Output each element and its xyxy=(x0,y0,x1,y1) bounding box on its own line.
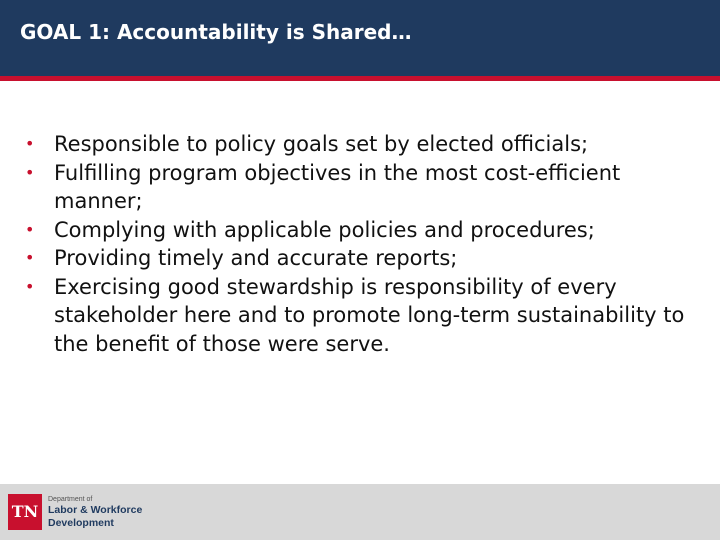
tn-logo-text: TN xyxy=(11,502,39,521)
bullet-item xyxy=(0,130,720,159)
bullet-text: Providing timely and accurate reports; xyxy=(54,246,458,270)
dept-name-line1: Labor & Workforce xyxy=(48,504,143,516)
bullet-item xyxy=(0,244,720,273)
bullet-item xyxy=(0,216,720,245)
bullet-icon: • xyxy=(25,134,35,153)
bullet-text: Complying with applicable policies and procedures; xyxy=(54,217,595,242)
tn-logo-icon xyxy=(8,494,42,530)
title-bar xyxy=(0,0,720,76)
bullet-icon: • xyxy=(25,248,35,267)
bullet-icon: • xyxy=(25,219,35,239)
bullet-icon: • xyxy=(25,162,35,182)
bullet-item xyxy=(0,159,720,216)
title-underline xyxy=(0,76,720,81)
bullet-icon: • xyxy=(25,276,35,296)
slide-title: GOAL 1: Accountability is Shared… xyxy=(20,20,412,44)
bullet-text: Fulfilling program objectives in the most cost-efficient manner; xyxy=(54,160,621,213)
dept-prefix: Department of xyxy=(48,496,93,503)
dept-name-line2: Development xyxy=(48,517,114,529)
department-logo xyxy=(8,494,148,536)
bullet-text: Exercising good stewardship is responsibility of every stakeholder here and to promote long-term sustainability to the benefit of those were serve. xyxy=(54,274,685,356)
bullet-list xyxy=(0,130,720,358)
bullet-text: Responsible to policy goals set by elected officials; xyxy=(54,132,589,156)
bullet-item xyxy=(0,273,720,359)
